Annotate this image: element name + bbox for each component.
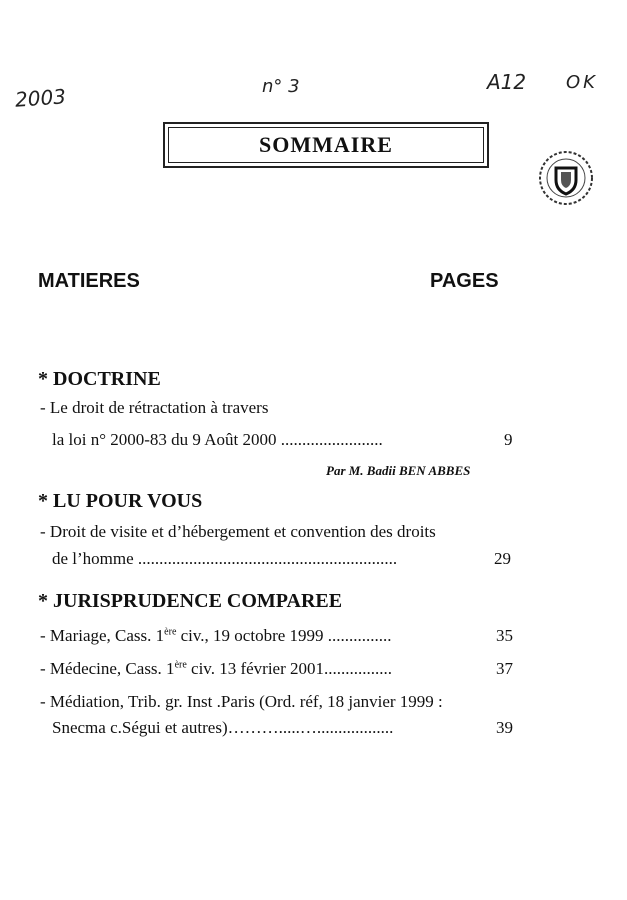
section-heading-lu-pour-vous: * LU POUR VOUS — [38, 490, 203, 512]
page-title: SOMMAIRE — [259, 132, 393, 157]
toc-entry-line: - Droit de visite et d’hébergement et convention des droits — [40, 522, 436, 541]
toc-entry-line: - Médiation, Trib. gr. Inst .Paris (Ord. réf, 18 janvier 1999 : — [40, 692, 443, 711]
handwritten-ok: OK — [566, 72, 598, 93]
ordinal-superscript: ère — [174, 659, 187, 671]
toc-page-number: 39 — [496, 718, 513, 737]
section-heading-jurisprudence: * JURISPRUDENCE COMPAREE — [38, 590, 343, 612]
toc-entry-line: de l’homme ............................................................. — [52, 549, 398, 568]
entry-text: civ. 13 février 2001................ — [186, 659, 392, 678]
toc-page-number: 35 — [496, 626, 513, 645]
handwritten-number: n° 3 — [262, 76, 300, 97]
title-box — [163, 122, 489, 168]
toc-entry-line — [40, 659, 392, 679]
toc-entry-line: Snecma c.Ségui et autres)……….....….................. — [52, 718, 394, 737]
toc-page-number: 29 — [494, 549, 511, 568]
entry-text: - Mariage, Cass. 1 — [40, 626, 165, 645]
handwritten-year: 2003 — [14, 84, 67, 112]
ordinal-superscript: ère — [164, 626, 177, 638]
column-header-pages: PAGES — [430, 270, 499, 292]
entry-text: civ., 19 octobre 1999 ............... — [176, 626, 392, 645]
handwritten-reference: A12 — [487, 70, 527, 94]
toc-page-number: 9 — [504, 430, 513, 449]
library-stamp-icon — [536, 148, 596, 208]
title-inner-frame — [168, 127, 484, 163]
section-heading-doctrine: * DOCTRINE — [38, 368, 161, 390]
toc-page-number: 37 — [496, 659, 513, 678]
toc-entry-line: - Le droit de rétractation à travers — [40, 398, 269, 417]
toc-entry-line — [40, 626, 392, 646]
author-credit: Par M. Badii BEN ABBES — [326, 463, 471, 478]
entry-text: - Médecine, Cass. 1 — [40, 659, 175, 678]
column-header-matieres: MATIERES — [38, 270, 140, 292]
toc-entry-line: la loi n° 2000-83 du 9 Août 2000 ........................ — [52, 430, 383, 449]
